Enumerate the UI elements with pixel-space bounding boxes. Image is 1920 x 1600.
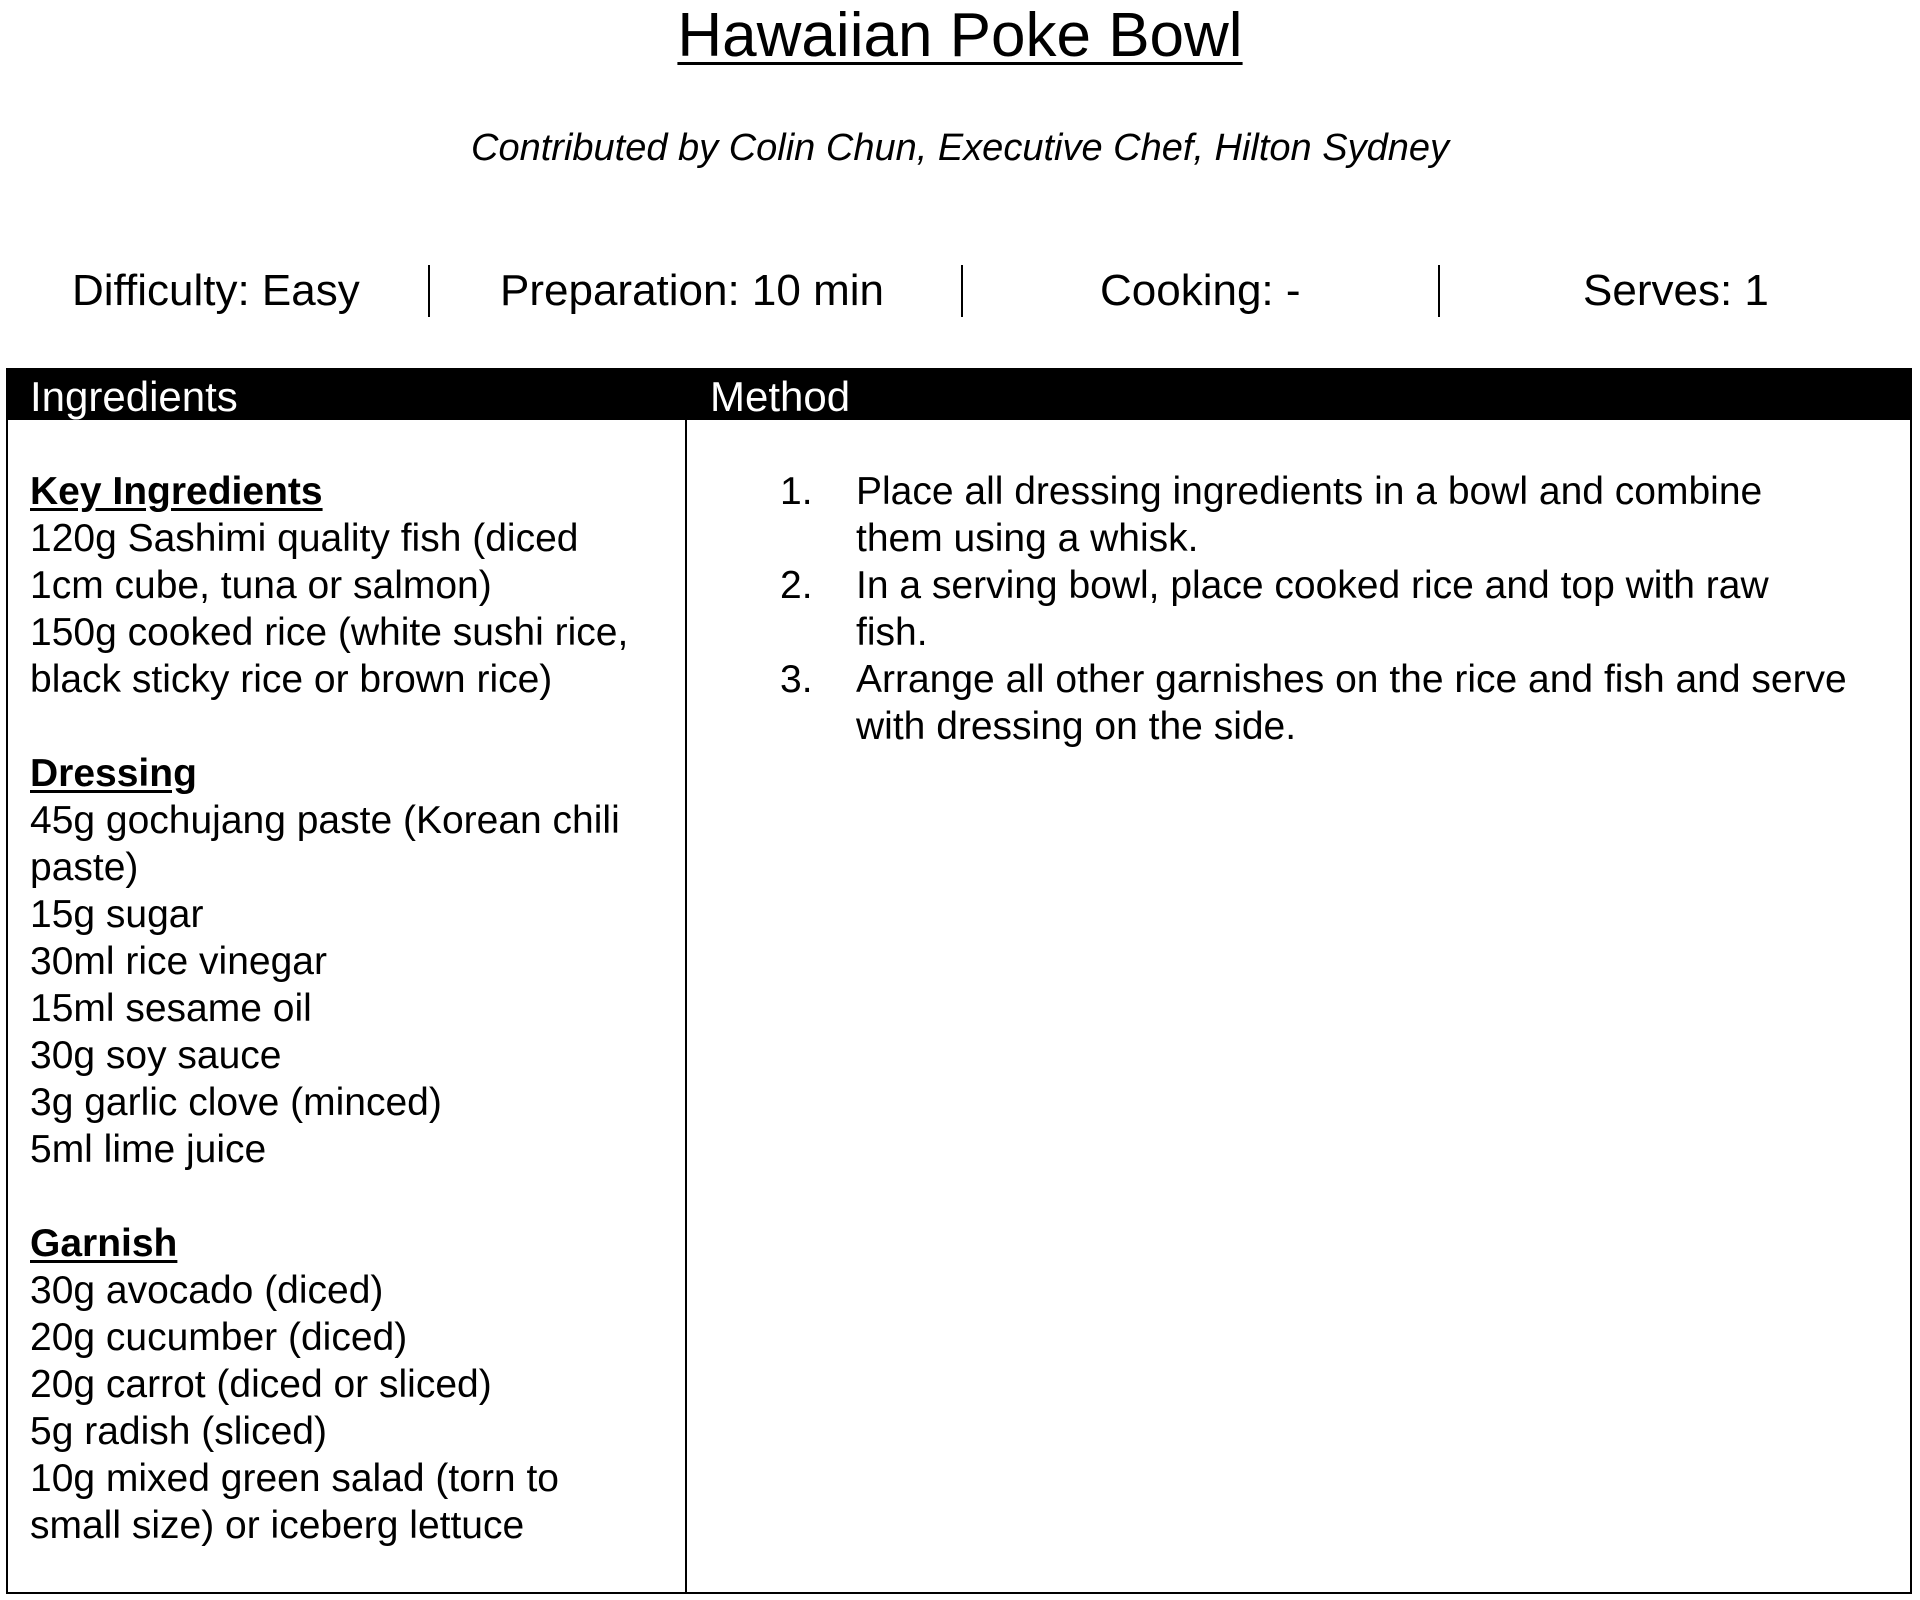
step-number: 2. — [780, 564, 813, 607]
ingredients-column-header: Ingredients — [30, 373, 238, 420]
method-column — [708, 468, 1898, 750]
recipe-table — [6, 368, 1912, 1594]
ingredient-line: 10g mixed green salad (torn to — [30, 1457, 559, 1500]
ingredients-column — [30, 468, 670, 1549]
step-number: 3. — [780, 658, 813, 701]
ingredient-line: 30g avocado (diced) — [30, 1269, 384, 1312]
ingredient-line: 20g cucumber (diced) — [30, 1316, 408, 1359]
ingredient-line: 120g Sashimi quality fish (diced — [30, 517, 579, 560]
method-step — [708, 468, 1898, 562]
ingredient-line: 3g garlic clove (minced) — [30, 1081, 442, 1124]
cooking-time-label: Cooking: - — [1100, 266, 1301, 315]
recipe-title: Hawaiian Poke Bowl — [677, 1, 1243, 70]
serves-label: Serves: 1 — [1583, 266, 1769, 315]
dressing-section — [30, 750, 670, 1173]
step-text-line: Arrange all other garnishes on the rice and fish and serve — [856, 658, 1847, 701]
preparation-time-label: Preparation: 10 min — [500, 266, 884, 315]
ingredient-line: 150g cooked rice (white sushi rice, — [30, 611, 629, 654]
recipe-contributor: Contributed by Colin Chun, Executive Chef, Hilton Sydney — [471, 127, 1449, 169]
step-text-line: with dressing on the side. — [856, 705, 1297, 748]
section-heading: Key Ingredients — [30, 470, 323, 513]
step-text-line: In a serving bowl, place cooked rice and top with raw — [856, 564, 1769, 607]
section-heading: Dressing — [30, 752, 197, 795]
difficulty-label: Difficulty: Easy — [72, 266, 360, 315]
ingredient-line: small size) or iceberg lettuce — [30, 1504, 525, 1547]
section-heading: Garnish — [30, 1222, 178, 1265]
table-header — [8, 370, 1910, 420]
ingredient-line: black sticky rice or brown rice) — [30, 658, 553, 701]
step-text-line: them using a whisk. — [856, 517, 1199, 560]
meta-divider — [961, 265, 963, 317]
method-step — [708, 656, 1898, 750]
ingredient-line: 5g radish (sliced) — [30, 1410, 327, 1453]
column-divider — [685, 420, 687, 1592]
step-text-line: Place all dressing ingredients in a bowl and combine — [856, 470, 1763, 513]
ingredient-line: 15ml sesame oil — [30, 987, 312, 1030]
meta-divider — [1438, 265, 1440, 317]
ingredient-line: 15g sugar — [30, 893, 204, 936]
key-ingredients-section — [30, 468, 670, 703]
ingredient-line: 20g carrot (diced or sliced) — [30, 1363, 492, 1406]
garnish-section — [30, 1220, 670, 1549]
meta-divider — [428, 265, 430, 317]
method-column-header: Method — [710, 373, 851, 420]
step-number: 1. — [780, 470, 813, 513]
step-text-line: fish. — [856, 611, 928, 654]
ingredient-line: 1cm cube, tuna or salmon) — [30, 564, 492, 607]
ingredient-line: 30ml rice vinegar — [30, 940, 327, 983]
ingredient-line: 30g soy sauce — [30, 1034, 282, 1077]
method-step — [708, 562, 1898, 656]
ingredient-line: 5ml lime juice — [30, 1128, 267, 1171]
ingredient-line: paste) — [30, 846, 139, 889]
ingredient-line: 45g gochujang paste (Korean chili — [30, 799, 620, 842]
recipe-meta-row — [0, 263, 1920, 319]
